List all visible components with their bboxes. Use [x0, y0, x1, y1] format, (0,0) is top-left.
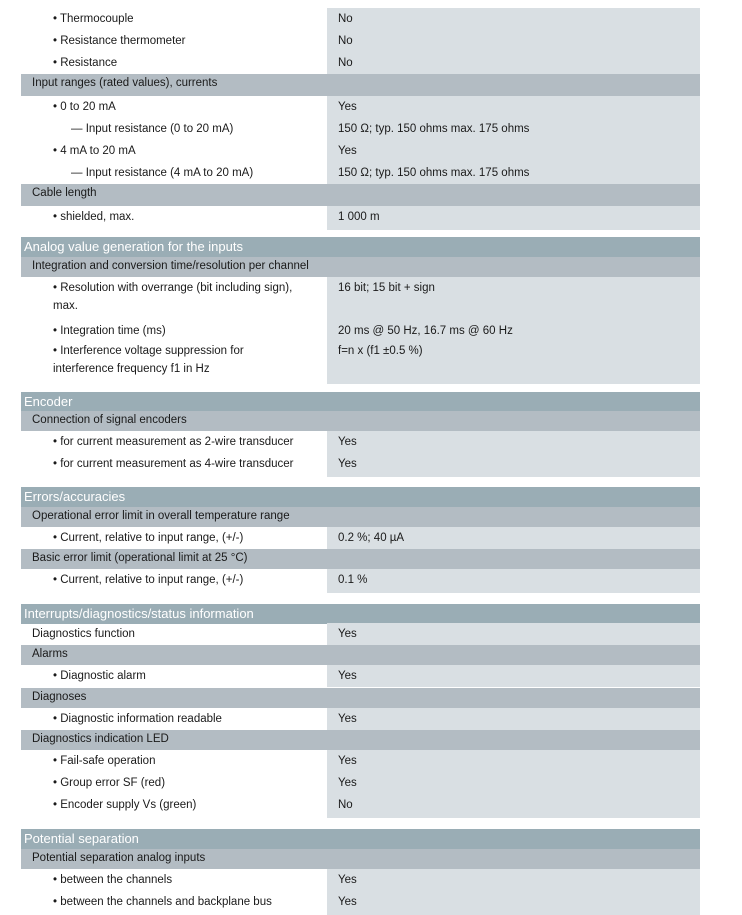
row-label: • Resistance thermometer — [53, 35, 186, 47]
table-row — [21, 140, 700, 162]
row-label: • Group error SF (red) — [53, 777, 166, 789]
subsection-title: Cable length — [32, 187, 97, 199]
table-row — [21, 8, 700, 30]
table-row — [21, 52, 700, 74]
row-label: • for current measurement as 4-wire transducer — [53, 458, 294, 470]
section-title: Encoder — [24, 394, 73, 409]
row-label-cell — [21, 162, 326, 184]
subsection-title: Connection of signal encoders — [32, 414, 187, 426]
table-row — [21, 453, 700, 477]
table-row — [21, 431, 700, 453]
row-label: • Current, relative to input range, (+/-) — [53, 574, 244, 586]
table-row — [21, 569, 700, 593]
row-value-cell — [327, 569, 700, 593]
row-value: No — [338, 57, 353, 69]
table-row — [21, 665, 700, 687]
row-value-cell — [327, 206, 700, 230]
row-value: f=n x (f1 ±0.5 %) — [338, 345, 423, 357]
row-label: • between the channels — [53, 874, 173, 886]
row-label-cell — [21, 96, 326, 118]
subsection-title: Alarms — [32, 648, 68, 660]
row-value-cell — [327, 527, 700, 549]
row-value: 0.2 %; 40 µA — [338, 532, 405, 544]
row-label-cell — [21, 140, 326, 162]
subsection-header — [21, 688, 700, 708]
row-label-cell — [21, 453, 326, 477]
row-value: Yes — [338, 628, 357, 640]
row-label-cell — [21, 772, 326, 794]
row-value: 0.1 % — [338, 574, 368, 586]
row-value: No — [338, 35, 353, 47]
row-label-cell — [21, 750, 326, 772]
table-row — [21, 794, 700, 818]
row-value: 150 Ω; typ. 150 ohms max. 175 ohms — [338, 123, 530, 135]
section-title: Interrupts/diagnostics/status information — [24, 606, 254, 621]
table-row — [21, 750, 700, 772]
row-value: Yes — [338, 713, 357, 725]
subsection-title: Potential separation analog inputs — [32, 852, 206, 864]
table-row — [21, 277, 700, 320]
row-label: • shielded, max. — [53, 211, 135, 223]
row-value-cell — [327, 891, 700, 915]
subsection-header — [21, 74, 700, 96]
section-title: Analog value generation for the inputs — [24, 239, 243, 254]
row-value: Yes — [338, 755, 357, 767]
row-value-cell — [327, 30, 700, 52]
row-label-cell — [21, 206, 326, 230]
row-value-cell — [327, 340, 700, 384]
row-value-cell — [327, 277, 700, 320]
row-label-cell — [21, 708, 326, 730]
table-row — [21, 96, 700, 118]
row-value-cell — [327, 140, 700, 162]
row-value: Yes — [338, 145, 357, 157]
row-label-cell — [21, 665, 326, 687]
row-value: Yes — [338, 670, 357, 682]
subsection-header — [21, 730, 700, 750]
subsection-header — [21, 549, 700, 569]
row-label-cell — [21, 794, 326, 818]
row-value-cell — [327, 869, 700, 891]
table-row — [21, 527, 700, 549]
row-value-cell — [327, 708, 700, 730]
row-value: 1 000 m — [338, 211, 380, 223]
row-label-cell — [21, 569, 326, 593]
row-label: • Integration time (ms) — [53, 325, 166, 337]
row-value-cell — [327, 52, 700, 74]
row-value-cell — [327, 453, 700, 477]
row-label: • Encoder supply Vs (green) — [53, 799, 197, 811]
row-value-cell — [327, 750, 700, 772]
row-label: • Diagnostic alarm — [53, 670, 146, 682]
subsection-title: Diagnostics indication LED — [32, 733, 169, 745]
table-row — [21, 162, 700, 184]
row-value-cell — [327, 794, 700, 818]
row-value: Yes — [338, 777, 357, 789]
row-label-cell — [21, 891, 326, 915]
row-label-cell — [21, 52, 326, 74]
subsection-header — [21, 257, 700, 277]
table-row — [21, 772, 700, 794]
row-value: Yes — [338, 101, 357, 113]
row-value-cell — [327, 118, 700, 140]
row-label-cell — [21, 623, 326, 645]
table-row — [21, 623, 700, 645]
row-label-cell — [21, 431, 326, 453]
row-label: • 4 mA to 20 mA — [53, 145, 136, 157]
section-title: Errors/accuracies — [24, 489, 126, 504]
row-value-cell — [327, 431, 700, 453]
table-row — [21, 320, 700, 340]
row-label-cell — [21, 30, 326, 52]
row-value-cell — [327, 96, 700, 118]
row-value: 16 bit; 15 bit + sign — [338, 282, 435, 294]
subsection-title: Integration and conversion time/resolution per channel — [32, 260, 309, 272]
subsection-header — [21, 849, 700, 869]
subsection-header — [21, 411, 700, 431]
table-row — [21, 708, 700, 730]
row-value-cell — [327, 162, 700, 184]
row-label-cell — [21, 869, 326, 891]
table-row — [21, 340, 700, 384]
row-label: • 0 to 20 mA — [53, 101, 116, 113]
row-label: • between the channels and backplane bus — [53, 896, 272, 908]
row-label: • Current, relative to input range, (+/-) — [53, 532, 244, 544]
row-label-cell — [21, 527, 326, 549]
section-title: Potential separation — [24, 831, 139, 846]
row-label: — Input resistance (4 mA to 20 mA) — [71, 167, 254, 179]
row-value: 20 ms @ 50 Hz, 16.7 ms @ 60 Hz — [338, 325, 513, 337]
section-header — [21, 392, 700, 412]
row-label-cell — [21, 8, 326, 30]
subsection-title: Input ranges (rated values), currents — [32, 77, 218, 89]
subsection-header — [21, 184, 700, 206]
row-value-cell — [327, 665, 700, 687]
row-value: No — [338, 13, 353, 25]
table-row — [21, 891, 700, 915]
row-label-cell — [21, 277, 326, 320]
subsection-header — [21, 645, 700, 665]
row-label: • Interference voltage suppression for interference frequency f1 in Hz — [53, 345, 244, 375]
row-label: • Resistance — [53, 57, 118, 69]
table-row — [21, 30, 700, 52]
row-value-cell — [327, 320, 700, 340]
row-value: Yes — [338, 458, 357, 470]
section-header — [21, 829, 700, 849]
row-value: 150 Ω; typ. 150 ohms max. 175 ohms — [338, 167, 530, 179]
row-label: • Resolution with overrange (bit including sign), max. — [53, 282, 293, 312]
row-label: • for current measurement as 2-wire transducer — [53, 436, 294, 448]
row-label-cell — [21, 320, 326, 340]
row-label: • Thermocouple — [53, 13, 134, 25]
row-value: Yes — [338, 436, 357, 448]
section-header — [21, 487, 700, 507]
subsection-header — [21, 507, 700, 527]
row-label-cell — [21, 118, 326, 140]
table-row — [21, 206, 700, 230]
subsection-title: Diagnoses — [32, 691, 87, 703]
row-value-cell — [327, 772, 700, 794]
table-row — [21, 869, 700, 891]
row-label: • Diagnostic information readable — [53, 713, 222, 725]
subsection-title: Basic error limit (operational limit at 25 °C) — [32, 552, 248, 564]
row-value-cell — [327, 8, 700, 30]
row-label: — Input resistance (0 to 20 mA) — [71, 123, 234, 135]
row-label-cell — [21, 340, 326, 384]
section-header — [21, 237, 700, 257]
subsection-title: Operational error limit in overall temperature range — [32, 510, 290, 522]
row-label: Diagnostics function — [32, 628, 135, 640]
section-header — [21, 604, 700, 624]
row-value: No — [338, 799, 353, 811]
table-row — [21, 118, 700, 140]
row-label: • Fail-safe operation — [53, 755, 156, 767]
row-value: Yes — [338, 874, 357, 886]
row-value: Yes — [338, 896, 357, 908]
row-value-cell — [327, 623, 700, 645]
